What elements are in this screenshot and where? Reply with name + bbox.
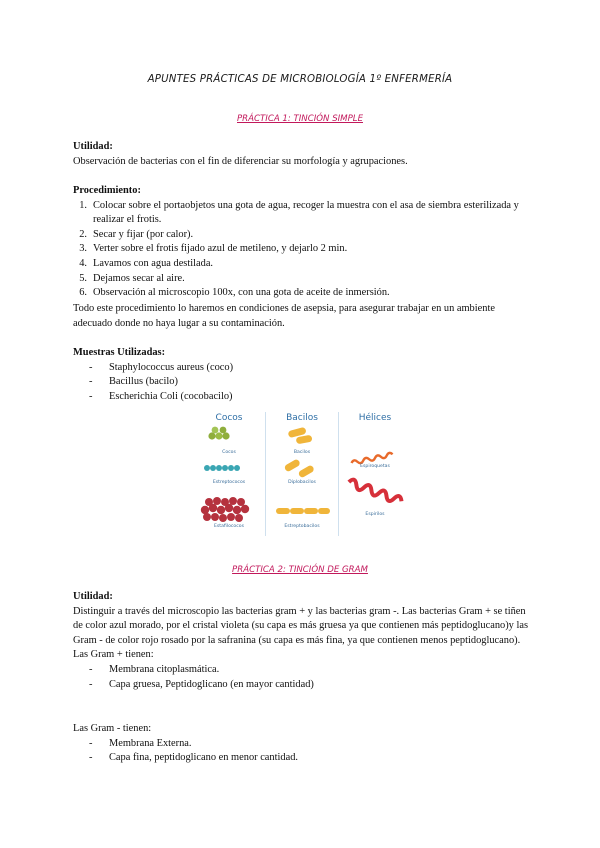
procedure-step: 4. Lavamos con agua destilada. xyxy=(79,257,214,269)
utilidad2-text: Distinguir a través del microscopio las bacterias gram + y las bacterias gram -. Las bacterias Gram + se tiñen de color azul morado, por el cristal violeta (su capa es más gruesa ya que contienen más peptidoglucano)y las Gram - de color rojo rosado por la safranina (su capa es más fina, ya que contienen menos peptidoglucano). xyxy=(73,605,529,646)
procedure-step: 5. Dejamos secar al aire. xyxy=(79,272,185,284)
procedure-step: 3. Verter sobre el frotis fijado azul de metileno, y dejarlo 2 min. xyxy=(79,243,348,255)
procedure-steps xyxy=(73,199,533,301)
muestras-heading: Muestras Utilizadas: xyxy=(73,347,166,358)
estafilococos-label: Estafilococos xyxy=(214,524,244,529)
cocos-title: Cocos xyxy=(215,413,243,423)
procedure-step: 2. Secar y fijar (por calor). xyxy=(79,228,194,240)
estreptobacilos-label: Estreptobacilos xyxy=(284,524,320,529)
practica1-utilidad xyxy=(73,140,533,169)
procedure-step: 1. Colocar sobre el portaobjetos una gota de agua, recoger la muestra con el asa de siembra esterilizada y realizar el frotis. xyxy=(79,199,519,226)
bacilos-label: Bacilos xyxy=(293,450,311,455)
gram-pos-heading: Las Gram + tienen: xyxy=(73,649,154,661)
list-item: - Membrana Externa. xyxy=(73,737,533,752)
helices-title: Hélices xyxy=(358,413,392,423)
procedure-step: 6. Observación al microscopio 100x, con una gota de aceite de inmersión. xyxy=(79,287,390,299)
gram-neg-list xyxy=(73,737,533,766)
bacteria-morphology-figure xyxy=(193,408,411,538)
document-title: APUNTES PRÁCTICAS DE MICROBIOLOGÍA 1º ENFERMERÍA xyxy=(147,74,453,85)
asepsia-note-text: Todo este procedimiento lo haremos en condiciones de asepsia, para asegurar trabajar en un ambiente adecuado donde no haya lugar a su contaminación. xyxy=(73,303,495,329)
muestras-list xyxy=(73,361,533,405)
gram-pos-list xyxy=(73,663,533,692)
gram-neg-heading: Las Gram - tienen: xyxy=(73,723,152,734)
bacilos-title: Bacilos xyxy=(286,413,318,423)
list-item: - Capa fina, peptidoglicano en menor cantidad. xyxy=(73,751,533,766)
cocos-column xyxy=(193,408,265,538)
helices-column xyxy=(339,408,411,538)
utilidad-heading: Utilidad: xyxy=(73,141,113,152)
bacilos-illustration xyxy=(266,424,338,534)
muestras-block xyxy=(73,346,533,404)
gram-neg-block xyxy=(73,722,533,766)
list-item: - Bacillus (bacilo) xyxy=(73,375,533,390)
procedimiento-heading: Procedimiento: xyxy=(73,185,141,196)
practica2-title: PRÁCTICA 2: TINCIÓN DE GRAM xyxy=(232,565,368,575)
estreptococos-label: Estreptococos xyxy=(212,480,246,485)
espiroquetas-label: Espiroquetas xyxy=(360,464,390,469)
list-item: - Staphylococcus aureus (coco) xyxy=(73,361,533,376)
espirilos-label: Espirilos xyxy=(365,512,385,517)
practica2-utilidad xyxy=(73,590,533,692)
practica1-procedimiento xyxy=(73,184,533,301)
diplobacilos-label: Diplobacilos xyxy=(288,480,316,485)
bacilos-column xyxy=(266,408,338,538)
cocos-illustration xyxy=(193,424,265,534)
list-item: - Membrana citoplasmática. xyxy=(73,663,533,678)
cocos-label: Cocos xyxy=(222,450,236,455)
asepsia-note-block xyxy=(73,302,533,331)
practica1-title: PRÁCTICA 1: TINCIÓN SIMPLE xyxy=(237,114,363,124)
list-item: - Escherichia Coli (cocobacilo) xyxy=(73,390,533,405)
utilidad-text: Observación de bacterias con el fin de diferenciar su morfología y agrupaciones. xyxy=(73,155,408,167)
utilidad2-heading: Utilidad: xyxy=(73,591,113,602)
list-item: - Capa gruesa, Peptidoglicano (en mayor cantidad) xyxy=(73,678,533,693)
